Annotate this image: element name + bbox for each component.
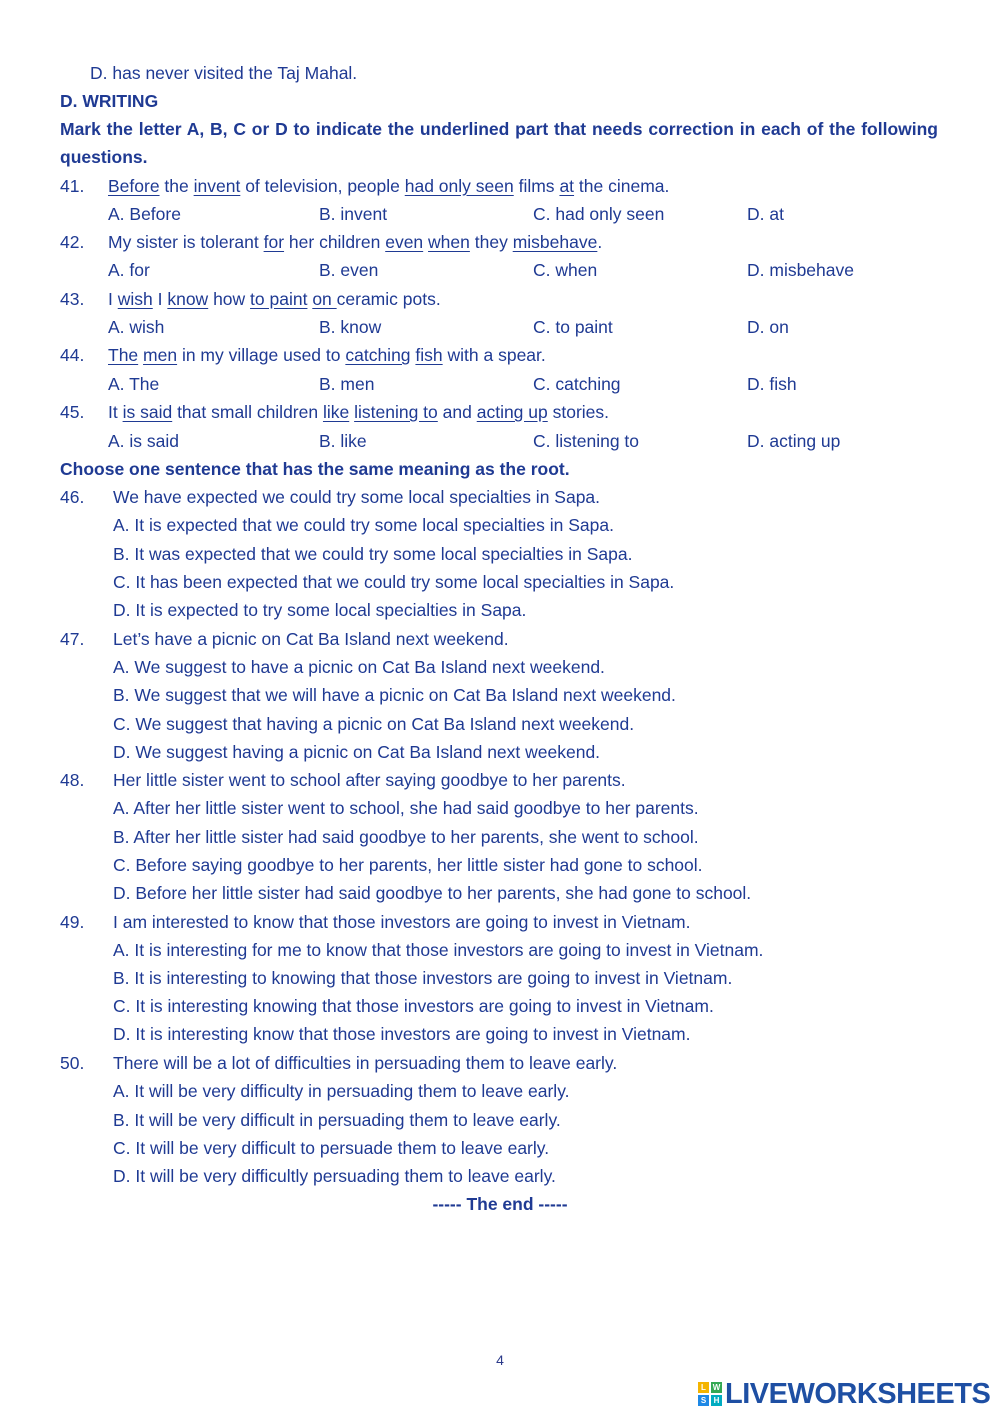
question-stem: There will be a lot of difficulties in persuading them to leave early. (113, 1053, 618, 1073)
underlined-part: to paint (250, 289, 308, 309)
underlined-part: listening to (354, 402, 438, 422)
option-a[interactable]: A. The (108, 374, 160, 394)
underlined-part: is said (122, 402, 173, 422)
underlined-part: like (322, 402, 350, 422)
logo-cell: W (712, 1383, 721, 1392)
option-a[interactable]: A. It will be very difficulty in persuading them to leave early. (113, 1081, 570, 1101)
underlined-part: men (143, 345, 178, 365)
option-b[interactable]: B. It was expected that we could try some local specialties in Sapa. (113, 544, 633, 564)
underlined-part: wish (117, 289, 153, 309)
logo-grid-icon (698, 1382, 722, 1406)
option-a[interactable]: A. It is interesting for me to know that those investors are going to invest in Vietnam. (113, 940, 764, 960)
option-a[interactable]: A. We suggest to have a picnic on Cat Ba Island next weekend. (113, 657, 605, 677)
option-b[interactable]: B. invent (319, 204, 388, 224)
option-b[interactable]: B. like (319, 431, 367, 451)
liveworksheets-logo[interactable] (698, 1377, 991, 1410)
section-title: D. WRITING (60, 91, 159, 111)
question-number: 49. (60, 912, 85, 932)
question-number: 50. (60, 1053, 85, 1073)
question-number: 41. (60, 176, 85, 196)
underlined-part: at (559, 176, 575, 196)
question-text: It is said that small children like listening to and acting up stories. (108, 402, 610, 422)
underlined-part: had only seen (404, 176, 514, 196)
underlined-part: on (312, 289, 337, 309)
logo-cell: L (698, 1382, 709, 1393)
option-b[interactable]: B. men (319, 374, 375, 394)
prev-option: D. has never visited the Taj Mahal. (90, 63, 358, 83)
underlined-part: Before (108, 176, 160, 196)
option-c[interactable]: C. catching (533, 374, 621, 394)
option-c[interactable]: C. listening to (533, 431, 640, 451)
option-a[interactable]: A. Before (108, 204, 181, 224)
logo-cell: S (698, 1395, 709, 1406)
option-a[interactable]: A. for (108, 260, 150, 280)
underlined-part: know (167, 289, 209, 309)
instruction-same-meaning: Choose one sentence that has the same meaning as the root. (60, 459, 570, 479)
option-b[interactable]: B. know (319, 317, 382, 337)
the-end: ----- The end ----- (432, 1194, 568, 1214)
option-d[interactable]: D. We suggest having a picnic on Cat Ba Island next weekend. (113, 742, 601, 762)
option-c[interactable]: C. to paint (533, 317, 613, 337)
option-c[interactable]: C. Before saying goodbye to her parents, her little sister had gone to school. (113, 855, 703, 875)
option-a[interactable]: A. wish (108, 317, 165, 337)
underlined-part: invent (193, 176, 241, 196)
option-d[interactable]: D. It will be very difficultly persuading them to leave early. (113, 1166, 556, 1186)
question-number: 45. (60, 402, 85, 422)
page-number: 4 (496, 1352, 504, 1368)
question-stem: I am interested to know that those investors are going to invest in Vietnam. (113, 912, 691, 932)
underlined-part: The (108, 345, 139, 365)
underlined-part: for (263, 232, 285, 252)
option-b[interactable]: B. We suggest that we will have a picnic on Cat Ba Island next weekend. (113, 685, 676, 705)
question-number: 47. (60, 629, 85, 649)
option-d[interactable]: D. Before her little sister had said goodbye to her parents, she had gone to school. (113, 883, 752, 903)
question-stem: We have expected we could try some local specialties in Sapa. (113, 487, 601, 507)
option-a[interactable]: A. It is expected that we could try some local specialties in Sapa. (113, 515, 614, 535)
underlined-part: even (385, 232, 424, 252)
question-text: The men in my village used to catching fish with a spear. (108, 345, 546, 365)
question-stem: Her little sister went to school after saying goodbye to her parents. (113, 770, 626, 790)
option-d[interactable]: D. It is expected to try some local specialties in Sapa. (113, 600, 527, 620)
option-c[interactable]: C. It has been expected that we could try some local specialties in Sapa. (113, 572, 675, 592)
question-number: 43. (60, 289, 85, 309)
option-d[interactable]: D. on (747, 317, 789, 337)
underlined-part: fish (415, 345, 443, 365)
instruction-error-id: Mark the letter A, B, C or D to indicate the underlined part that needs correction in each of the following questions. (60, 119, 938, 167)
underlined-part: misbehave (512, 232, 598, 252)
option-c[interactable]: C. It is interesting knowing that those investors are going to invest in Vietnam. (113, 996, 714, 1016)
option-c[interactable]: C. It will be very difficult to persuade them to leave early. (113, 1138, 550, 1158)
option-b[interactable]: B. even (319, 260, 379, 280)
question-text: Before the invent of television, people had only seen films at the cinema. (108, 176, 670, 196)
option-b[interactable]: B. After her little sister had said goodbye to her parents, she went to school. (113, 827, 699, 847)
option-c[interactable]: C. when (533, 260, 598, 280)
underlined-part: catching (345, 345, 411, 365)
option-b[interactable]: B. It will be very difficult in persuading them to leave early. (113, 1110, 561, 1130)
question-text: My sister is tolerant for her children even when they misbehave. (108, 232, 603, 252)
option-d[interactable]: D. fish (747, 374, 797, 394)
option-d[interactable]: D. misbehave (747, 260, 854, 280)
question-number: 48. (60, 770, 85, 790)
question-number: 46. (60, 487, 85, 507)
option-d[interactable]: D. at (747, 204, 784, 224)
option-a[interactable]: A. is said (108, 431, 179, 451)
question-text: I wish I know how to paint on ceramic pots. (108, 289, 441, 309)
underlined-part: acting up (476, 402, 548, 422)
option-d[interactable]: D. It is interesting know that those investors are going to invest in Vietnam. (113, 1024, 691, 1044)
option-c[interactable]: C. had only seen (533, 204, 665, 224)
logo-cell: H (711, 1395, 722, 1406)
option-d[interactable]: D. acting up (747, 431, 841, 451)
option-b[interactable]: B. It is interesting to knowing that those investors are going to invest in Vietnam. (113, 968, 733, 988)
underlined-part: when (428, 232, 470, 252)
question-number: 42. (60, 232, 85, 252)
logo-text: LIVEWORKSHEETS (725, 1377, 991, 1410)
option-c[interactable]: C. We suggest that having a picnic on Cat Ba Island next weekend. (113, 714, 635, 734)
question-stem: Let’s have a picnic on Cat Ba Island next weekend. (113, 629, 509, 649)
option-a[interactable]: A. After her little sister went to school, she had said goodbye to her parents. (113, 798, 699, 818)
question-number: 44. (60, 345, 85, 365)
